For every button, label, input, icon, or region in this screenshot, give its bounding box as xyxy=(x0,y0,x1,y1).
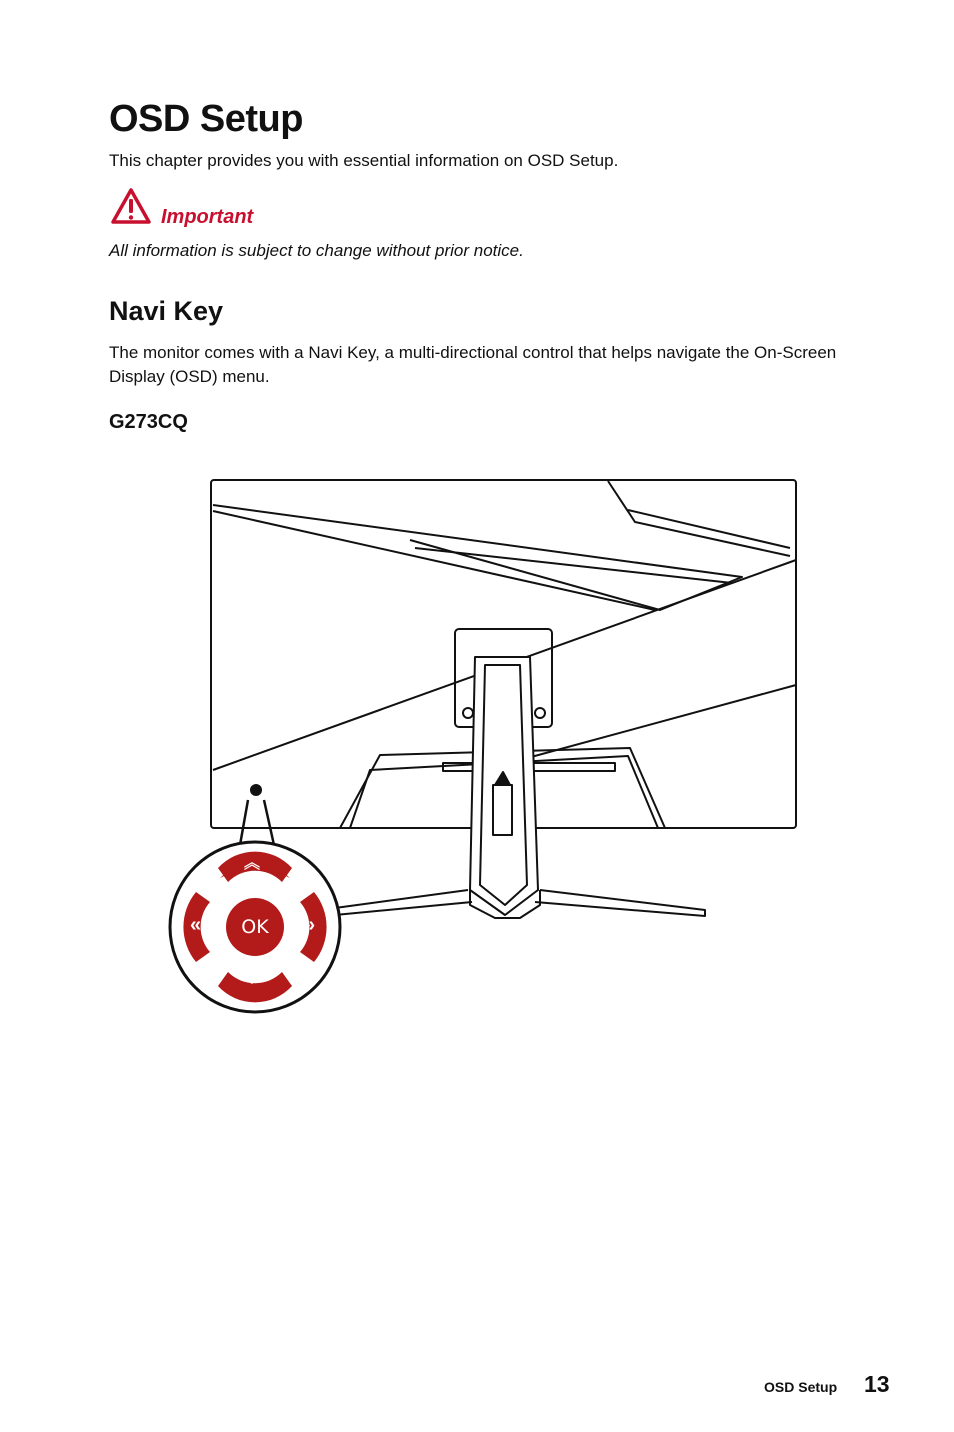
navi-key-description: The monitor comes with a Navi Key, a multi-directional control that helps navigate the On-Screen Display (OSD) menu. xyxy=(109,343,837,386)
important-label: Important xyxy=(161,206,254,228)
section-heading: Navi Key xyxy=(109,296,224,326)
important-note: All information is subject to change without prior notice. xyxy=(109,241,524,260)
chevron-left-icon: « xyxy=(190,914,202,936)
chevron-right-icon: » xyxy=(304,914,316,936)
warning-icon xyxy=(110,187,152,225)
model-name: G273CQ xyxy=(109,411,188,433)
navi-key-location xyxy=(250,784,262,796)
footer-section: OSD Setup xyxy=(764,1379,838,1395)
ok-label: OK xyxy=(241,916,269,938)
ok-button xyxy=(226,898,284,956)
page-number: 13 xyxy=(864,1371,890,1397)
page-title: OSD Setup xyxy=(109,98,303,140)
stand-base xyxy=(535,890,705,916)
chevron-down-icon: ︾ xyxy=(244,977,261,994)
navi-key xyxy=(170,842,340,1012)
chevron-up-icon: ︽ xyxy=(244,855,261,872)
intro-text: This chapter provides you with essential information on OSD Setup. xyxy=(109,151,619,170)
